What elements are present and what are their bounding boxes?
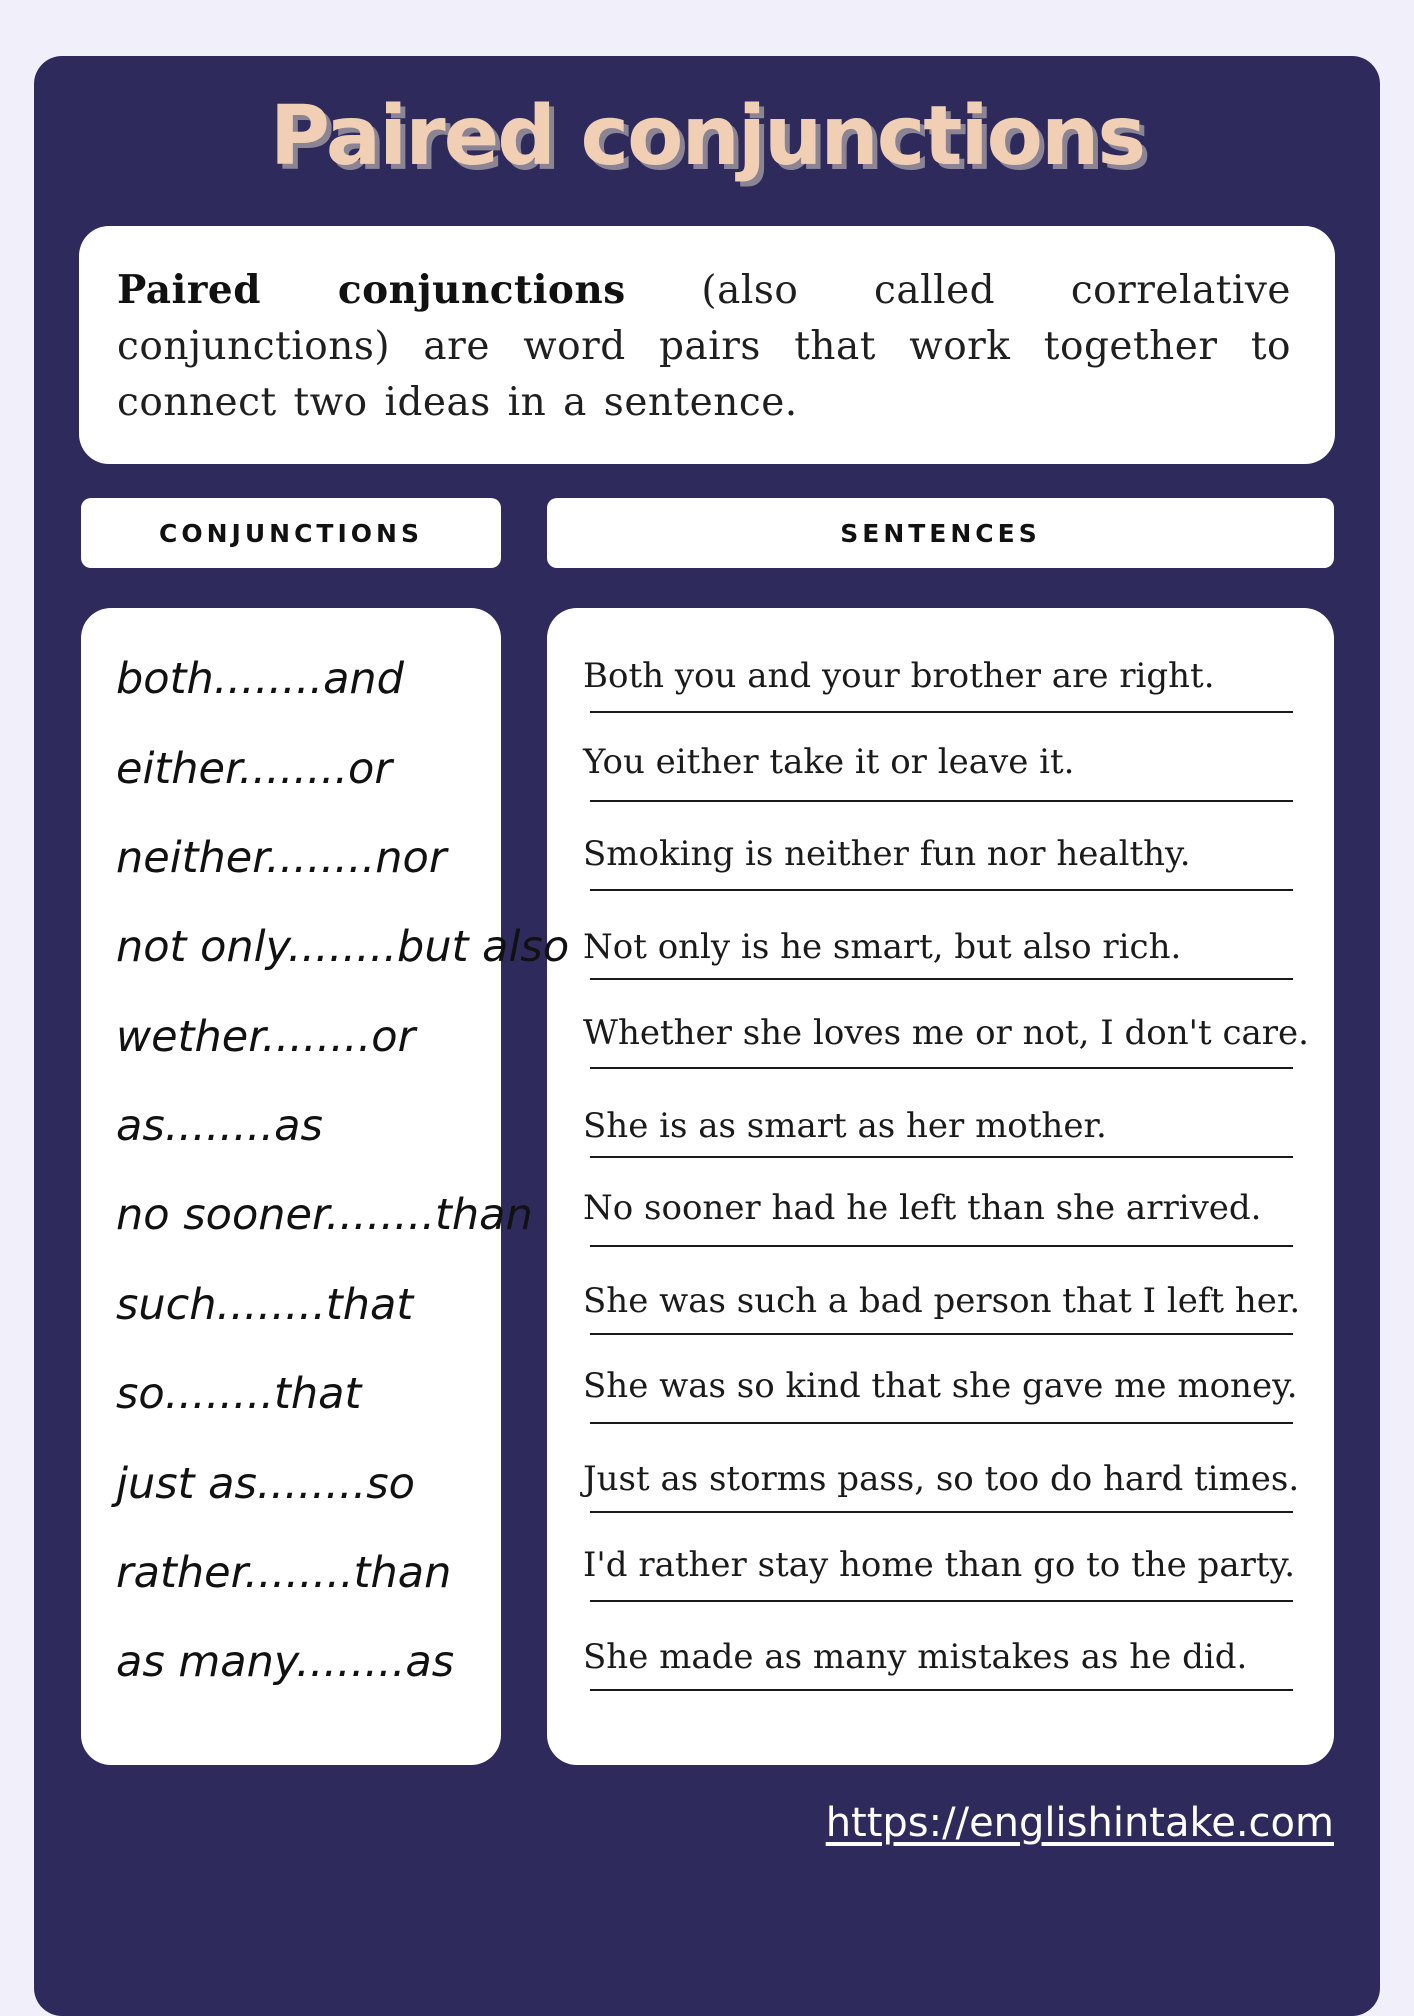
definition-term: Paired conjunctions: [117, 267, 626, 313]
sentence-item: She made as many mistakes as he did.: [583, 1637, 1248, 1677]
sentence-underline: [590, 889, 1293, 891]
conjunction-item: just as........so: [116, 1459, 415, 1509]
website-link[interactable]: https://englishintake.com: [825, 1800, 1334, 1846]
sentence-underline: [590, 1245, 1293, 1247]
sentence-underline: [590, 1422, 1293, 1424]
sentence-underline: [590, 978, 1293, 980]
definition-text: [117, 262, 1291, 431]
conjunction-item: no sooner........than: [116, 1190, 533, 1240]
conjunction-item: neither........nor: [116, 833, 447, 883]
sentence-underline: [590, 1600, 1293, 1602]
definition-card: [79, 226, 1335, 464]
conjunction-item: as........as: [116, 1101, 323, 1151]
sentence-underline: [590, 1067, 1293, 1069]
conjunction-item: not only........but also: [116, 922, 570, 972]
sentence-item: Not only is he smart, but also rich.: [583, 927, 1182, 967]
sentence-item: She was so kind that she gave me money.: [583, 1366, 1298, 1406]
sentences-header: SENTENCES: [547, 498, 1334, 568]
sentence-item: No sooner had he left than she arrived.: [583, 1188, 1262, 1228]
sentence-underline: [590, 1156, 1293, 1158]
page-title: Paired conjunctions: [269, 89, 1145, 184]
definition-body: (also called correlative conjunctions) are word pairs that work together to connect two ideas in a sentence.: [117, 268, 1291, 425]
conjunction-item: as many........as: [116, 1637, 455, 1687]
sentence-item: She is as smart as her mother.: [583, 1106, 1107, 1146]
sentence-underline: [590, 1333, 1293, 1335]
conjunction-item: so........that: [116, 1369, 362, 1419]
sentence-underline: [590, 800, 1293, 802]
sentence-item: She was such a bad person that I left her.: [583, 1281, 1301, 1321]
conjunction-item: both........and: [116, 654, 404, 704]
conjunctions-header: CONJUNCTIONS: [81, 498, 501, 568]
sentence-item: I'd rather stay home than go to the party.: [583, 1545, 1296, 1585]
sentence-item: Whether she loves me or not, I don't care.: [583, 1013, 1309, 1053]
conjunction-item: rather........than: [116, 1548, 452, 1598]
sentence-item: Just as storms pass, so too do hard times.: [583, 1459, 1300, 1499]
sentence-item: Smoking is neither fun nor healthy.: [583, 834, 1191, 874]
sentence-underline: [590, 711, 1293, 713]
conjunction-item: such........that: [116, 1280, 414, 1330]
sentence-underline: [590, 1511, 1293, 1513]
conjunction-item: either........or: [116, 744, 393, 794]
conjunction-item: wether........or: [116, 1012, 416, 1062]
sentence-item: Both you and your brother are right.: [583, 656, 1215, 696]
sentence-item: You either take it or leave it.: [583, 742, 1075, 782]
sentence-underline: [590, 1689, 1293, 1691]
